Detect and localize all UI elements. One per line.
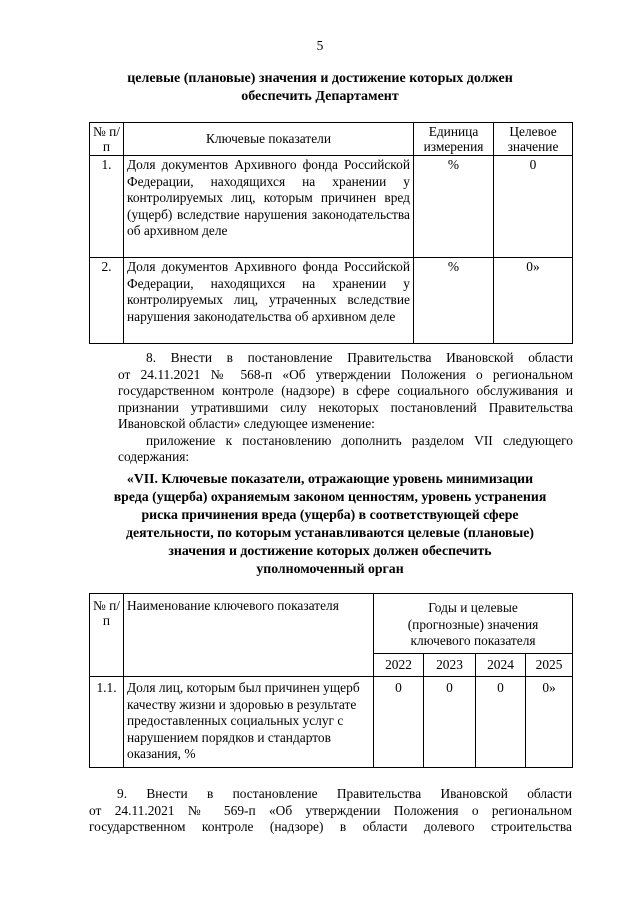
section-line: вреда (ущерба) охраняемым законом ценностям, уровень устранения <box>113 489 547 504</box>
header-indicator-name: Наименование ключевого показателя <box>124 594 374 677</box>
table-header-row <box>90 123 573 156</box>
header-years: Годы и целевые (прогнозные) значения ключевого показателя <box>374 594 573 654</box>
paragraph-9 <box>89 786 572 836</box>
row-num: 1. <box>90 156 124 258</box>
row-num: 2. <box>90 258 124 344</box>
year-cell: 2023 <box>424 654 476 677</box>
para-line: государственном контроле (надзоре) в сфере социального обслуживания и <box>118 383 573 398</box>
year-cell: 2025 <box>526 654 573 677</box>
section-line: уполномоченный орган <box>256 561 404 576</box>
section-line: «VII. Ключевые показатели, отражающие уровень минимизации <box>126 471 534 486</box>
header-num: № п/п <box>90 594 124 677</box>
row-num: 1.1. <box>90 677 124 768</box>
heading-line-2: обеспечить Департамент <box>241 89 399 104</box>
section-heading <box>90 70 550 106</box>
header-unit: Единица измерения <box>414 123 494 156</box>
section-line: деятельности, по которым устанавливаются целевые (плановые) <box>126 525 534 540</box>
page-number: 5 <box>316 38 324 53</box>
row-text: Доля лиц, которым был причинен ущерб качеству жизни и здоровью в результате предоставленных социальных услуг с нарушением порядков и стандартов оказания, % <box>124 677 374 768</box>
para-line: 9. Внести в постановление Правительства Ивановской области <box>117 786 572 801</box>
row-unit: % <box>414 156 494 258</box>
row-text: Доля документов Архивного фонда Российской Федерации, находящихся на хранении у контролируемых лиц, которым причинен вред (ущерб) вследствие нарушения законодательства об архивном деле <box>124 156 414 258</box>
row-unit: % <box>414 258 494 344</box>
table-header-row <box>90 594 573 654</box>
section-line: значения и достижение которых должен обеспечить <box>168 543 492 558</box>
year-cell: 2022 <box>374 654 424 677</box>
row-value: 0 <box>494 156 573 258</box>
header-num: № п/п <box>90 123 124 156</box>
row-value-2024: 0 <box>476 677 526 768</box>
para-line: Ивановской области» следующее изменение: <box>118 416 375 431</box>
table-row <box>90 156 573 258</box>
para-line: от 24.11.2021 № 569-п «Об утверждении Положения о региональном <box>89 802 572 818</box>
indicator-forecast-table <box>89 593 573 768</box>
row-value-2025: 0» <box>526 677 573 768</box>
header-target: Целевое значение <box>494 123 573 156</box>
row-value-2023: 0 <box>424 677 476 768</box>
section-line: риска причинения вреда (ущерба) в соответствующей сфере <box>141 507 519 522</box>
para-line: государственном контроле (надзоре) в области долевого строительства <box>89 819 572 834</box>
para-line: признании утратившими силу некоторых постановлений Правительства <box>118 399 573 415</box>
key-indicators-table <box>89 122 573 344</box>
heading-line-1: целевые (плановые) значения и достижение которых должен <box>127 71 513 86</box>
para-line: 8. Внести в постановление Правительства Ивановской области <box>146 350 573 365</box>
table-row <box>90 677 573 768</box>
row-value-2022: 0 <box>374 677 424 768</box>
para-line: от 24.11.2021 № 568-п «Об утверждении Положения о региональном <box>118 366 573 382</box>
row-value: 0» <box>494 258 573 344</box>
table-row <box>90 258 573 344</box>
row-text: Доля документов Архивного фонда Российской Федерации, находящихся на хранении у контролируемых лиц, утраченных вследствие нарушения законодательства об архивном деле <box>124 258 414 344</box>
para-line: содержания: <box>118 449 190 464</box>
para-line: приложение к постановлению дополнить разделом VII следующего <box>146 432 573 448</box>
paragraph-8 <box>118 350 573 466</box>
header-indicators: Ключевые показатели <box>124 123 414 156</box>
year-cell: 2024 <box>476 654 526 677</box>
section-7-heading <box>100 470 560 578</box>
